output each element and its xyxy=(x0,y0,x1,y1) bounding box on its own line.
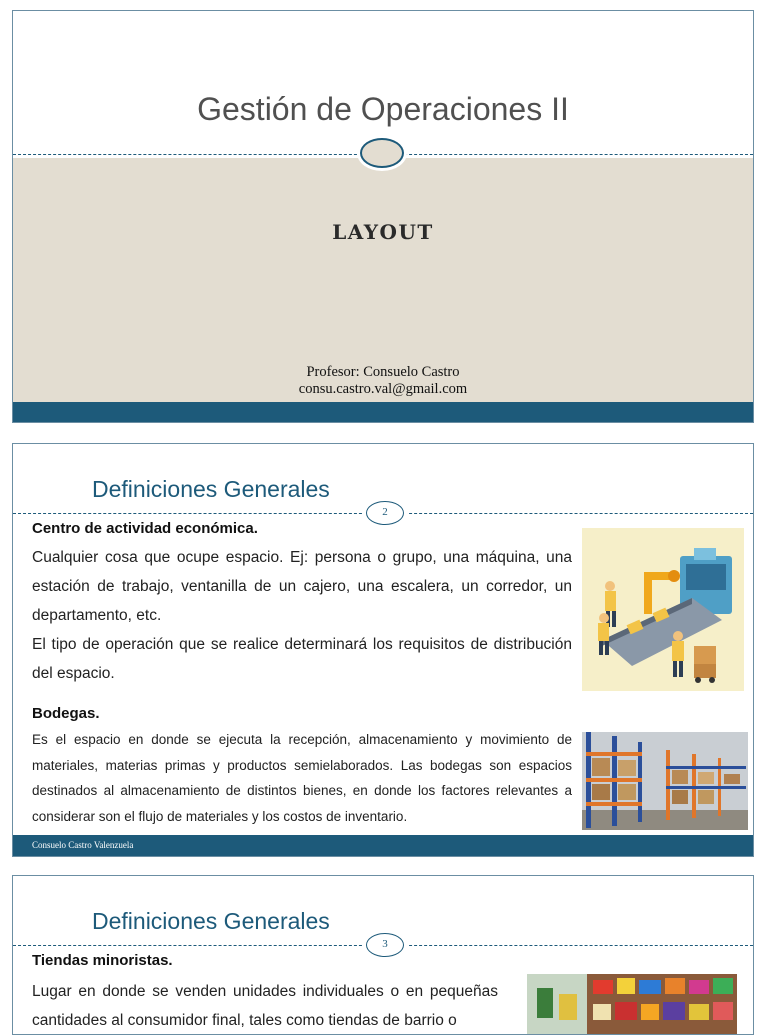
presentation-title: Gestión de Operaciones II xyxy=(197,91,569,127)
oval-ornament-icon xyxy=(360,138,404,168)
page-number-badge: 2 xyxy=(366,501,404,525)
factory-illustration xyxy=(582,528,744,691)
page-number-badge: 3 xyxy=(366,933,404,957)
definitions-slide-2 xyxy=(12,443,754,857)
activity-center-paragraph-1: Cualquier cosa que ocupe espacio. Ej: persona o grupo, una máquina, una estación de trabajo, ventanilla de un cajero, una escalera, un corredor, un departamento, etc. xyxy=(32,549,572,624)
professor-name: Profesor: Consuelo Castro xyxy=(306,364,460,380)
retail-stores-paragraph: Lugar en donde se venden unidades individuales o en pequeñas cantidades al consumidor final, tales como tiendas de barrio o xyxy=(32,983,498,1029)
slide-title: Definiciones Generales xyxy=(92,476,330,502)
title-footer-bar xyxy=(13,402,753,422)
factory-workers-icon xyxy=(582,528,744,691)
presentation-subtitle: LAYOUT xyxy=(332,220,434,244)
section-heading-activity-center: Centro de actividad económica. xyxy=(32,520,258,537)
warehouses-paragraph: Es el espacio en donde se ejecuta la recepción, almacenamiento y movimiento de materiales, materias primas y productos semielaborados. Las bodegas son espacios destinados al almacenamiento de distintos bienes, en donde los factores relevantes a considerar son el flujo de materiales y los costos de inventario. xyxy=(32,732,572,824)
definitions-slide-3 xyxy=(12,875,754,1035)
professor-info xyxy=(13,364,753,398)
store-photo xyxy=(527,974,737,1034)
warehouse-photo xyxy=(582,732,748,830)
slide-title: Definiciones Generales xyxy=(92,908,330,934)
section-heading-warehouses: Bodegas. xyxy=(32,705,100,722)
slide-footer: Consuelo Castro Valenzuela xyxy=(13,835,753,856)
store-shelves-icon xyxy=(527,974,737,1034)
activity-center-paragraph-2: El tipo de operación que se realice determinará los requisitos de distribución del espacio. xyxy=(32,636,572,682)
section-heading-retail-stores: Tiendas minoristas. xyxy=(32,952,173,969)
title-slide xyxy=(12,10,754,423)
warehouse-shelves-icon xyxy=(582,732,748,830)
professor-email: consu.castro.val@gmail.com xyxy=(298,381,468,397)
